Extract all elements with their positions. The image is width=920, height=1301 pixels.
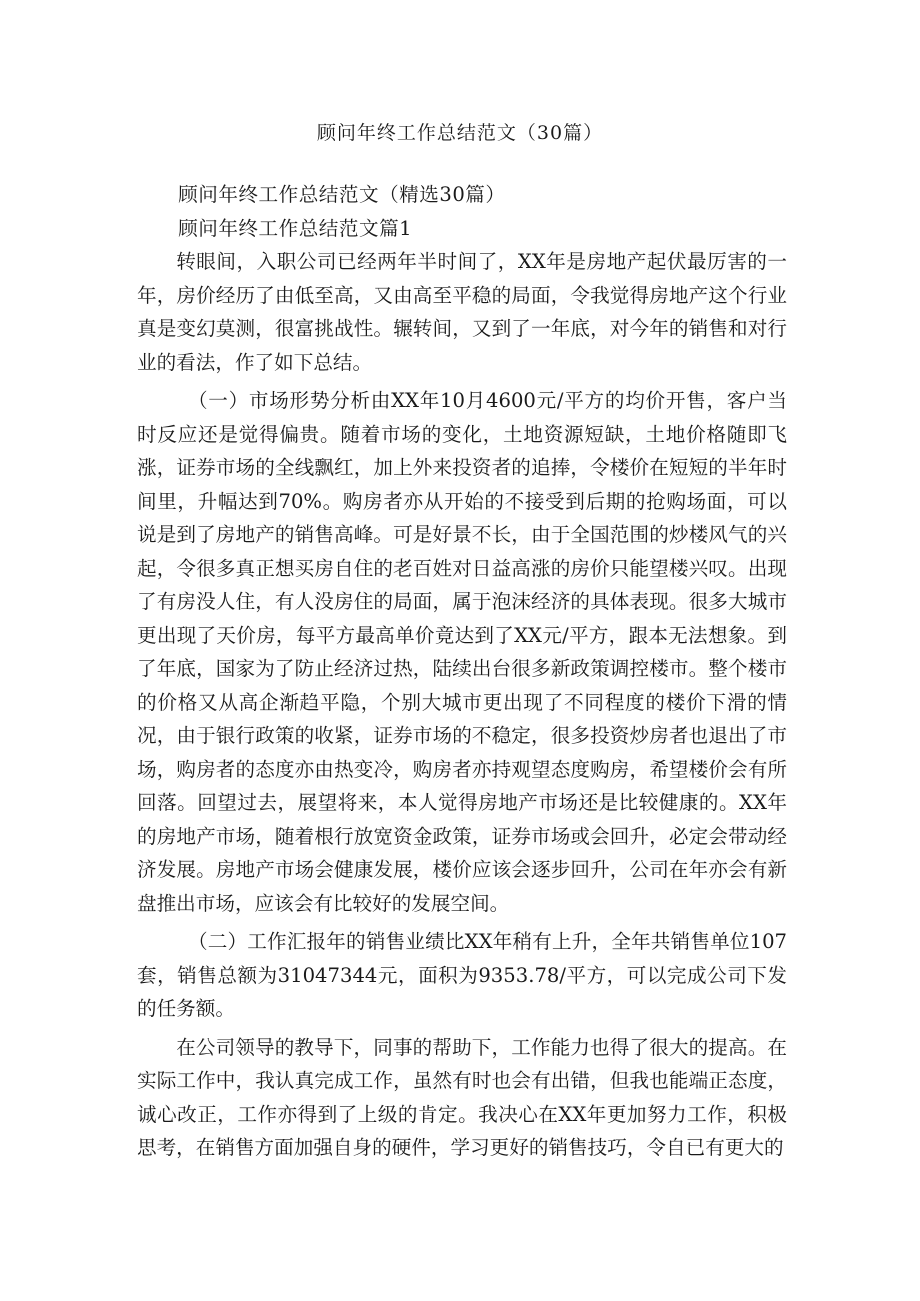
section-heading: 顾问年终工作总结范文篇1 xyxy=(178,216,413,240)
paragraph-work-report: （二）工作汇报年的销售业绩比XX年稍有上升，全年共销售单位107套，销售总额为31047344元，面积为9353.78/平方，可以完成公司下发的任务额。 xyxy=(137,930,787,1020)
document-title: 顾问年终工作总结范文（30篇） xyxy=(316,122,604,144)
paragraph-intro: 转眼间，入职公司已经两年半时间了，XX年是房地产起伏最厉害的一年，房价经历了由低至高，又由高至平稳的局面，令我觉得房地产这个行业真是变幻莫测，很富挑战性。辗转间，又到了一年底，对今年的销售和对行业的看法，作了如下总结。 xyxy=(137,250,787,374)
document-body xyxy=(137,178,787,1165)
document-subtitle: 顾问年终工作总结范文（精选30篇） xyxy=(178,183,506,206)
paragraph-self-improvement: 在公司领导的教导下，同事的帮助下，工作能力也得了很大的提高。在实际工作中，我认真完成工作，虽然有时也会有出错，但我也能端正态度，诚心改正，工作亦得到了上级的肯定。我决心在XX年更加努力工作，积极思考，在销售方面加强自身的硬件，学习更好的销售技巧，令自已有更大的 xyxy=(137,1035,787,1159)
paragraph-market-analysis: （一）市场形势分析由XX年10月4600元/平方的均价开售，客户当时反应还是觉得偏贵。随着市场的变化，土地资源短缺，土地价格随即飞涨，证券市场的全线飘红，加上外来投资者的追捧，令楼价在短短的半年时间里，升幅达到70%。购房者亦从开始的不接受到后期的抢购场面，可以说是到了房地产的销售高峰。可是好景不长，由于全国范围的炒楼风气的兴起，令很多真正想买房自住的老百姓对日益高涨的房价只能望楼兴叹。出现了有房没人住，有人没房住的局面，属于泡沫经济的具体表现。很多大城市更出现了天价房，每平方最高单价竟达到了XX元/平方，跟本无法想象。到了年底，国家为了防止经济过热，陆续出台很多新政策调控楼市。整个楼市的价格又从高企渐趋平隐，个别大城市更出现了不同程度的楼价下滑的情况，由于银行政策的收紧，证券市场的不稳定，很多投资炒房者也退出了市场，购房者的态度亦由热变冷，购房者亦持观望态度购房，希望楼价会有所回落。回望过去，展望将来，本人觉得房地产市场还是比较健康的。XX年的房地产市场，随着根行放宽资金政策，证券市场或会回升，必定会带动经济发展。房地产市场会健康发展，楼价应该会逐步回升，公司在年亦会有新盘推出市场，应该会有比较好的发展空间。 xyxy=(137,389,787,915)
